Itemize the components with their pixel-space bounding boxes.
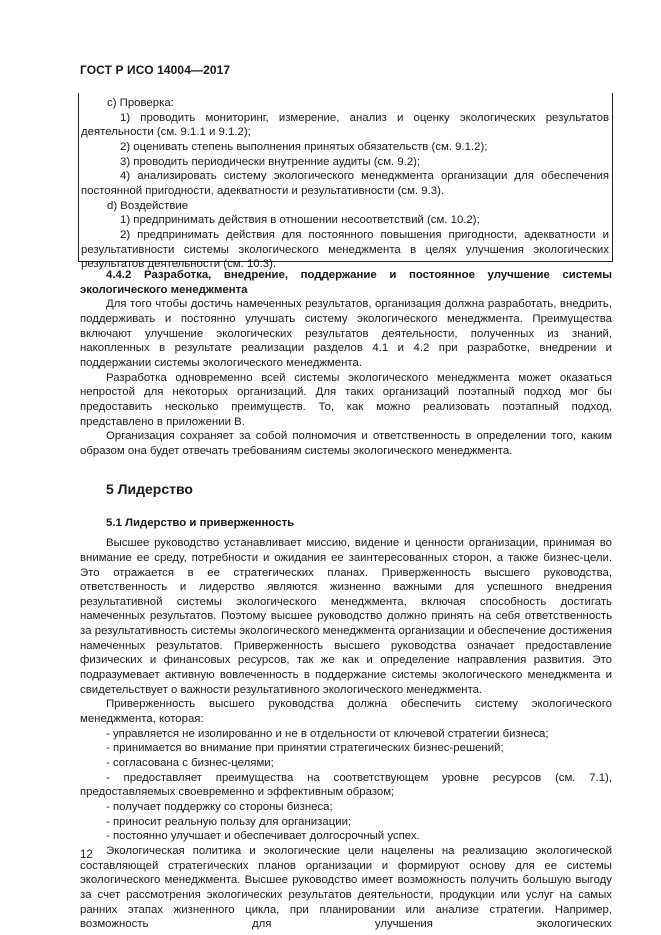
- paragraph: Приверженность высшего руководства должна обеспечить систему экологического менеджмента, которая:: [80, 698, 612, 726]
- section-heading-4-4-2: 4.4.2 Разработка, внедрение, поддержание и постоянное улучшение системы экологического менеджмента: [80, 269, 612, 296]
- list-item: - согласована с бизнес-целями;: [106, 757, 274, 770]
- box-d-item: 2) предпринимать действия для постоянного повышения пригодности, адекватности и результативности системы экологического менеджмента в целях улучшения экологических результатов деятельности (см. 10.3).: [81, 228, 609, 271]
- list-item: - приносит реальную пользу для организации;: [106, 815, 352, 828]
- main-content: [80, 268, 612, 932]
- page-number: 12: [80, 849, 93, 861]
- box-c-item: 3) проводить периодически внутренние аудиты (см. 9.2);: [120, 155, 421, 168]
- box-c-item: 1) проводить мониторинг, измерение, анализ и оценку экологических результатов деятельности (см. 9.1.1 и 9.1.2);: [81, 111, 609, 139]
- paragraph: Экологическая политика и экологические цели нацелены на реализацию экологической составляющей стратегических планов организации и формируют основу для ее системы экологического менеджмента. Высшее руководство имеет возможность получить большую выгоду за счет рассмотрения экологических результатов деятельности, продукции или услуг на самых ранних этапах жизненного цикла, при планировании или анализе стратегии. Например, возможность для улучшения экологических: [80, 844, 612, 931]
- list-item: - предоставляет преимущества на соответствующем уровне ресурсов (см. 7.1), предоставляемых своевременно и эффективным образом;: [80, 771, 612, 799]
- section-heading-5: 5 Лидерство: [106, 480, 193, 497]
- paragraph: Для того чтобы достичь намеченных результатов, организация должна разработать, внедрить, поддерживать и постоянно улучшать систему экологического менеджмента. Преимущества включают улучшение экологических результатов деятельности, полученных из знаний, накопленных в результате реализации разделов 4.1 и 4.2 при разработке, внедрении и поддержании системы экологического менеджмента.: [80, 298, 612, 369]
- box-c-item: 4) анализировать систему экологического менеджмента организации для обеспечения постоянной пригодности, адекватности и результативности (см. 9.3).: [81, 170, 609, 197]
- box-c-title: c) Проверка:: [107, 97, 174, 109]
- box-d-item: 1) предпринимать действия в отношении несоответствий (см. 10.2);: [120, 214, 480, 227]
- list-item: - получает поддержку со стороны бизнеса;: [106, 801, 333, 813]
- box-d-title: d) Воздействие: [107, 199, 189, 212]
- document-header: ГОСТ Р ИСО 14004—2017: [80, 63, 231, 77]
- paragraph: Высшее руководство устанавливает миссию, видение и ценности организации, принимая во внимание ее среду, потребности и ожидания ее заинтересованных сторон, а также бизнес-цели. Это отражается в ее стратегических планах. Приверженность высшего руководства, ответственность и лидерство являются жизненно важными для успешного внедрения результативной системы экологического менеджмента, включая способность достигать намеченных результатов. Поэтому высшее руководство должно принять на себя ответственность за результативность системы экологического менеджмента организации и обеспечение достижения намеченных результатов. Приверженность высшего руководства означает предоставление физических и финансовых ресурсов, так же как и определение направления развития. Это подразумевает активную вовлеченность в поддержание системы экологического менеджмента и свидетельствует о важности результативного экологического менеджмента.: [80, 537, 612, 696]
- paragraph: Разработка одновременно всей системы экологического менеджмента может оказаться непростой для некоторых организаций. Для таких организаций поэтапный подход мог бы предоставить несколько преимуществ. То, как можно реализовать поэтапный подход, представлено в приложении В.: [80, 371, 612, 428]
- box-c-item: 2) оценивать степень выполнения принятых обязательств (см. 9.1.2);: [120, 140, 488, 153]
- paragraph: Организация сохраняет за собой полномочия и ответственность в определении того, каким образом она будет отвечать требованиям системы экологического менеджмента.: [80, 430, 612, 457]
- continued-box: [78, 93, 613, 271]
- list-item: - постоянно улучшает и обеспечивает долгосрочный успех.: [106, 830, 420, 843]
- section-heading-5-1: 5.1 Лидерство и приверженность: [106, 516, 295, 529]
- list-item: - управляется не изолированно и не в отдельности от ключевой стратегии бизнеса;: [106, 727, 549, 740]
- list-item: - принимается во внимание при принятии стратегических бизнес-решений;: [106, 742, 504, 755]
